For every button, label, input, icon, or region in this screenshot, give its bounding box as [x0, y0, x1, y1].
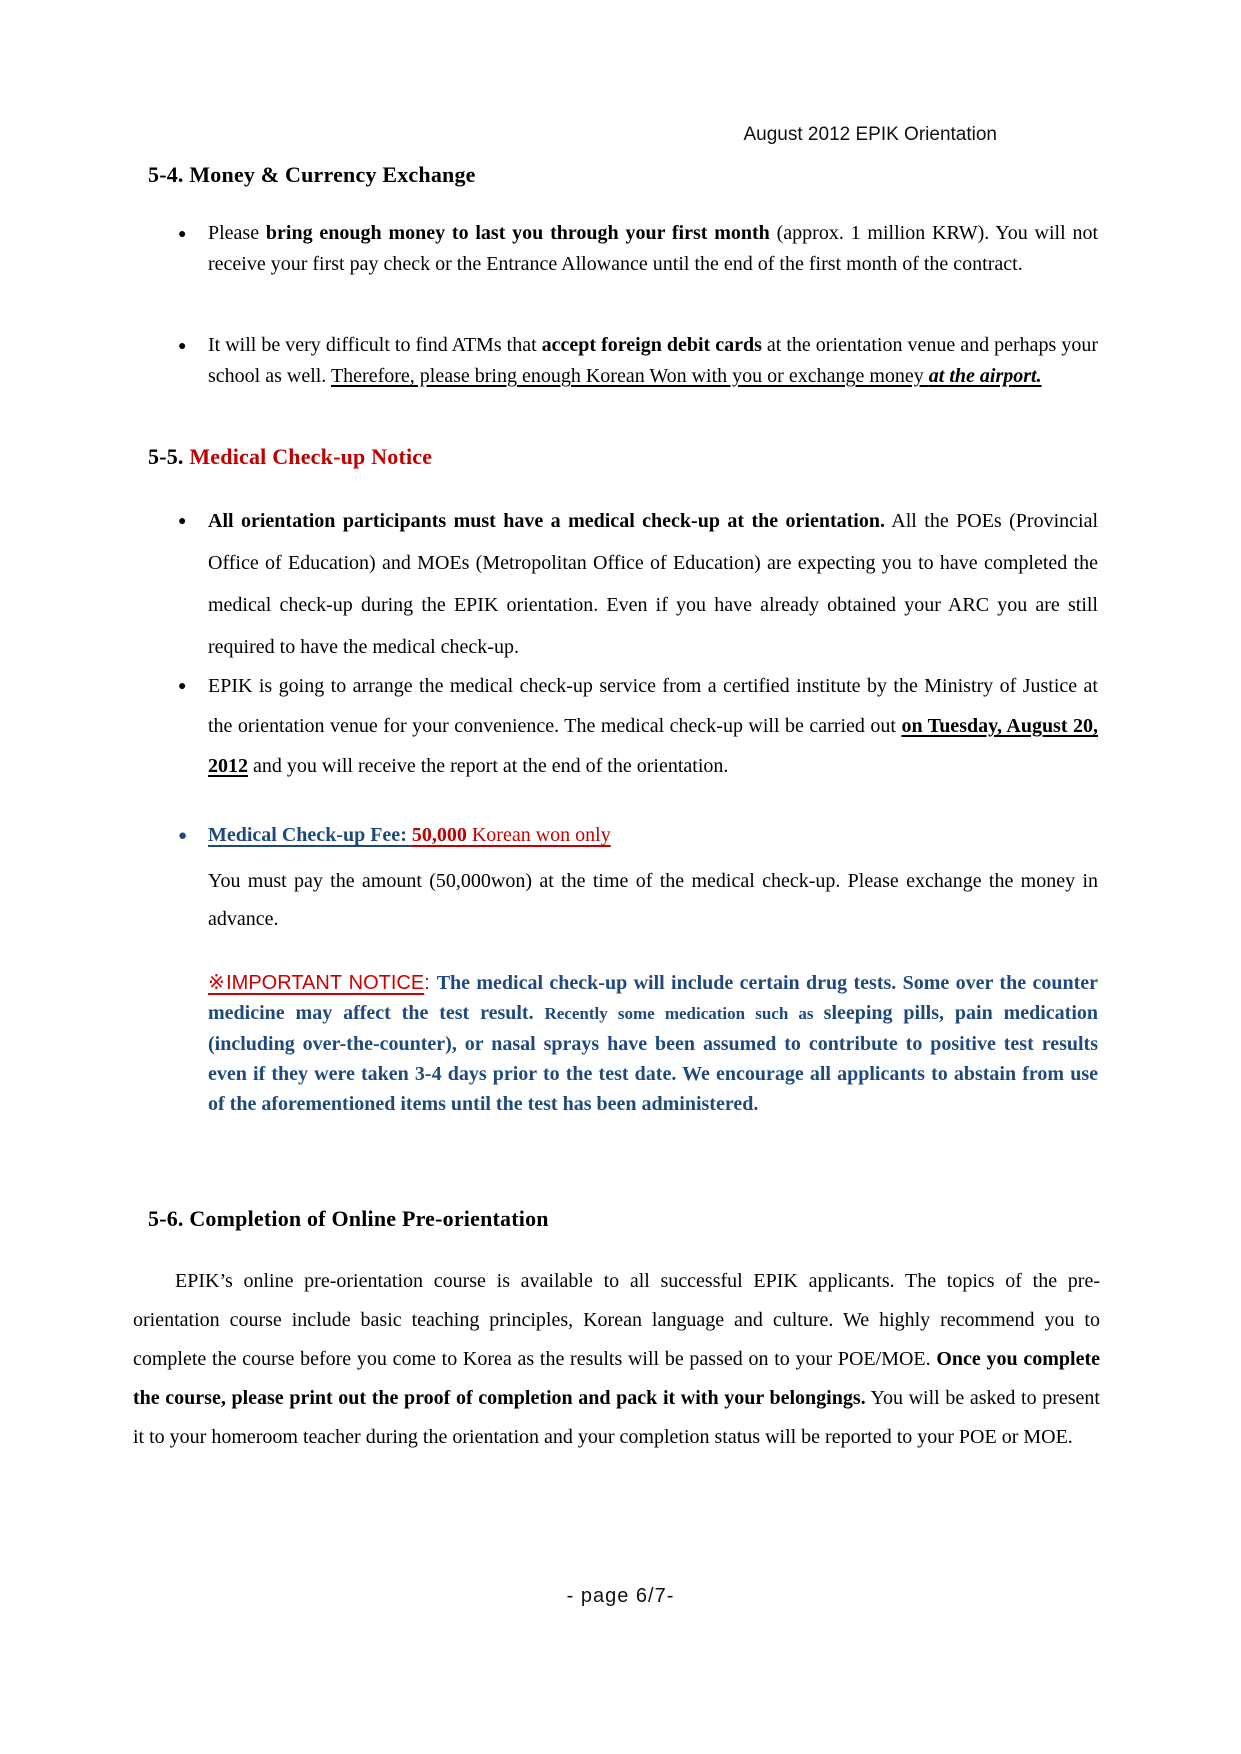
notice-label: ※IMPORTANT NOTICE: [208, 972, 425, 994]
text-segment: EPIK is going to arrange the medical check-up service from a certified institute by the Ministry of Justice at the orientation venue for your convenience. The medical check-up will be carried out: [208, 675, 1098, 737]
text-segment: All the POEs (Provincial Office of Education) and MOEs (Metropolitan Office of Education) are expecting you to have completed the medical check-up during the EPIK orientation. Even if you have already obtained your ARC you are still required to have the medical check-up.: [208, 510, 1098, 658]
medical-fee-line: [178, 820, 1098, 850]
section-heading-medical: [148, 444, 1111, 470]
page-number: - page 6/7-: [566, 1585, 675, 1607]
fee-amount: 50,000: [411, 824, 467, 846]
text-segment: It will be very difficult to find ATMs that: [208, 334, 542, 356]
text-segment-underlined: Therefore, please bring enough Korean Won with you or exchange money: [330, 365, 929, 387]
text-segment: You will be asked to present it to your homeroom teacher during the orientation and your completion status will be reported to your POE or MOE.: [133, 1387, 1100, 1448]
notice-colon: :: [424, 972, 437, 994]
section-heading-money: [148, 162, 1111, 188]
notice-intro: The medical check-up will include certain drug tests. Some over the counter medicine may affect the test result.: [208, 972, 1099, 1024]
text-segment-bold: All orientation participants must have a medical check-up at the orientation.: [208, 510, 885, 532]
medical-bullet-1-text: [208, 510, 1098, 658]
text-segment: EPIK’s online pre-orientation course is available to all successful EPIK applicants. The topics of the pre-orientation course include basic teaching principles, Korean language and culture. We highly recommend you to complete the course before you come to Korea as the results will be passed on to your POE/MOE.: [133, 1270, 1100, 1370]
fee-currency: Korean won only: [466, 824, 611, 846]
medical-bullet-2-text: [208, 675, 1098, 777]
text-segment: Please: [208, 222, 266, 244]
section-number: 5-4.: [148, 162, 184, 187]
text-segment-bold: bring enough money to last you through your first month: [265, 222, 770, 244]
preorientation-paragraph: [133, 1262, 1100, 1457]
text-segment-bold-underlined: on Tuesday, August 20, 2012: [208, 715, 1098, 777]
bullet-icon: ●: [178, 227, 187, 242]
important-notice: [208, 968, 1098, 1119]
money-bullet-1: [178, 218, 1098, 280]
section-number: 5-6.: [148, 1206, 184, 1231]
notice-small-text: Recently some medication such as: [544, 1004, 824, 1023]
bullet-icon: ●: [178, 828, 188, 844]
money-bullet-2-text: [208, 334, 1098, 387]
text-segment-bold: accept foreign debit cards: [541, 334, 762, 356]
bullet-icon: ●: [178, 679, 187, 694]
section-heading-preorientation: [148, 1206, 1111, 1232]
fee-note: You must pay the amount (50,000won) at the time of the medical check-up. Please exchange the money in advance.: [208, 870, 1098, 930]
text-segment: at the orientation venue and perhaps your school as well.: [208, 334, 1099, 387]
section-title: Money & Currency Exchange: [189, 162, 476, 187]
section-title: Completion of Online Pre-orientation: [189, 1206, 549, 1231]
page-header: August 2012 EPIK Orientation: [743, 124, 997, 145]
fee-label: Medical Check-up Fee:: [208, 824, 412, 846]
text-segment: and you will receive the report at the end of the orientation.: [248, 755, 729, 777]
text-segment: (approx. 1 million KRW). You will not receive your first pay check or the Entrance Allowance until the end of the first month of the contract.: [208, 222, 1099, 275]
text-segment-bold-italic: at the airport.: [928, 365, 1042, 387]
medical-bullet-1: [178, 500, 1098, 668]
medical-bullet-2: [178, 666, 1098, 786]
bullet-icon: ●: [178, 339, 187, 354]
notice-body: sleeping pills, pain medication (including over-the-counter), or nasal sprays have been assumed to contribute to positive test results even if they were taken 3-4 days prior to the test date. We encourage all applicants to abstain from use of the aforementioned items until the test has been administered.: [208, 1002, 1099, 1115]
bullet-icon: ●: [178, 514, 187, 529]
money-bullet-1-text: [208, 222, 1098, 275]
medical-fee-text: [208, 824, 611, 846]
section-title: Medical Check-up Notice: [189, 444, 433, 469]
money-bullet-2: [178, 330, 1098, 392]
section-number: 5-5.: [148, 444, 184, 469]
text-segment-bold: Once you complete the course, please print out the proof of completion and pack it with your belongings.: [133, 1348, 1100, 1409]
